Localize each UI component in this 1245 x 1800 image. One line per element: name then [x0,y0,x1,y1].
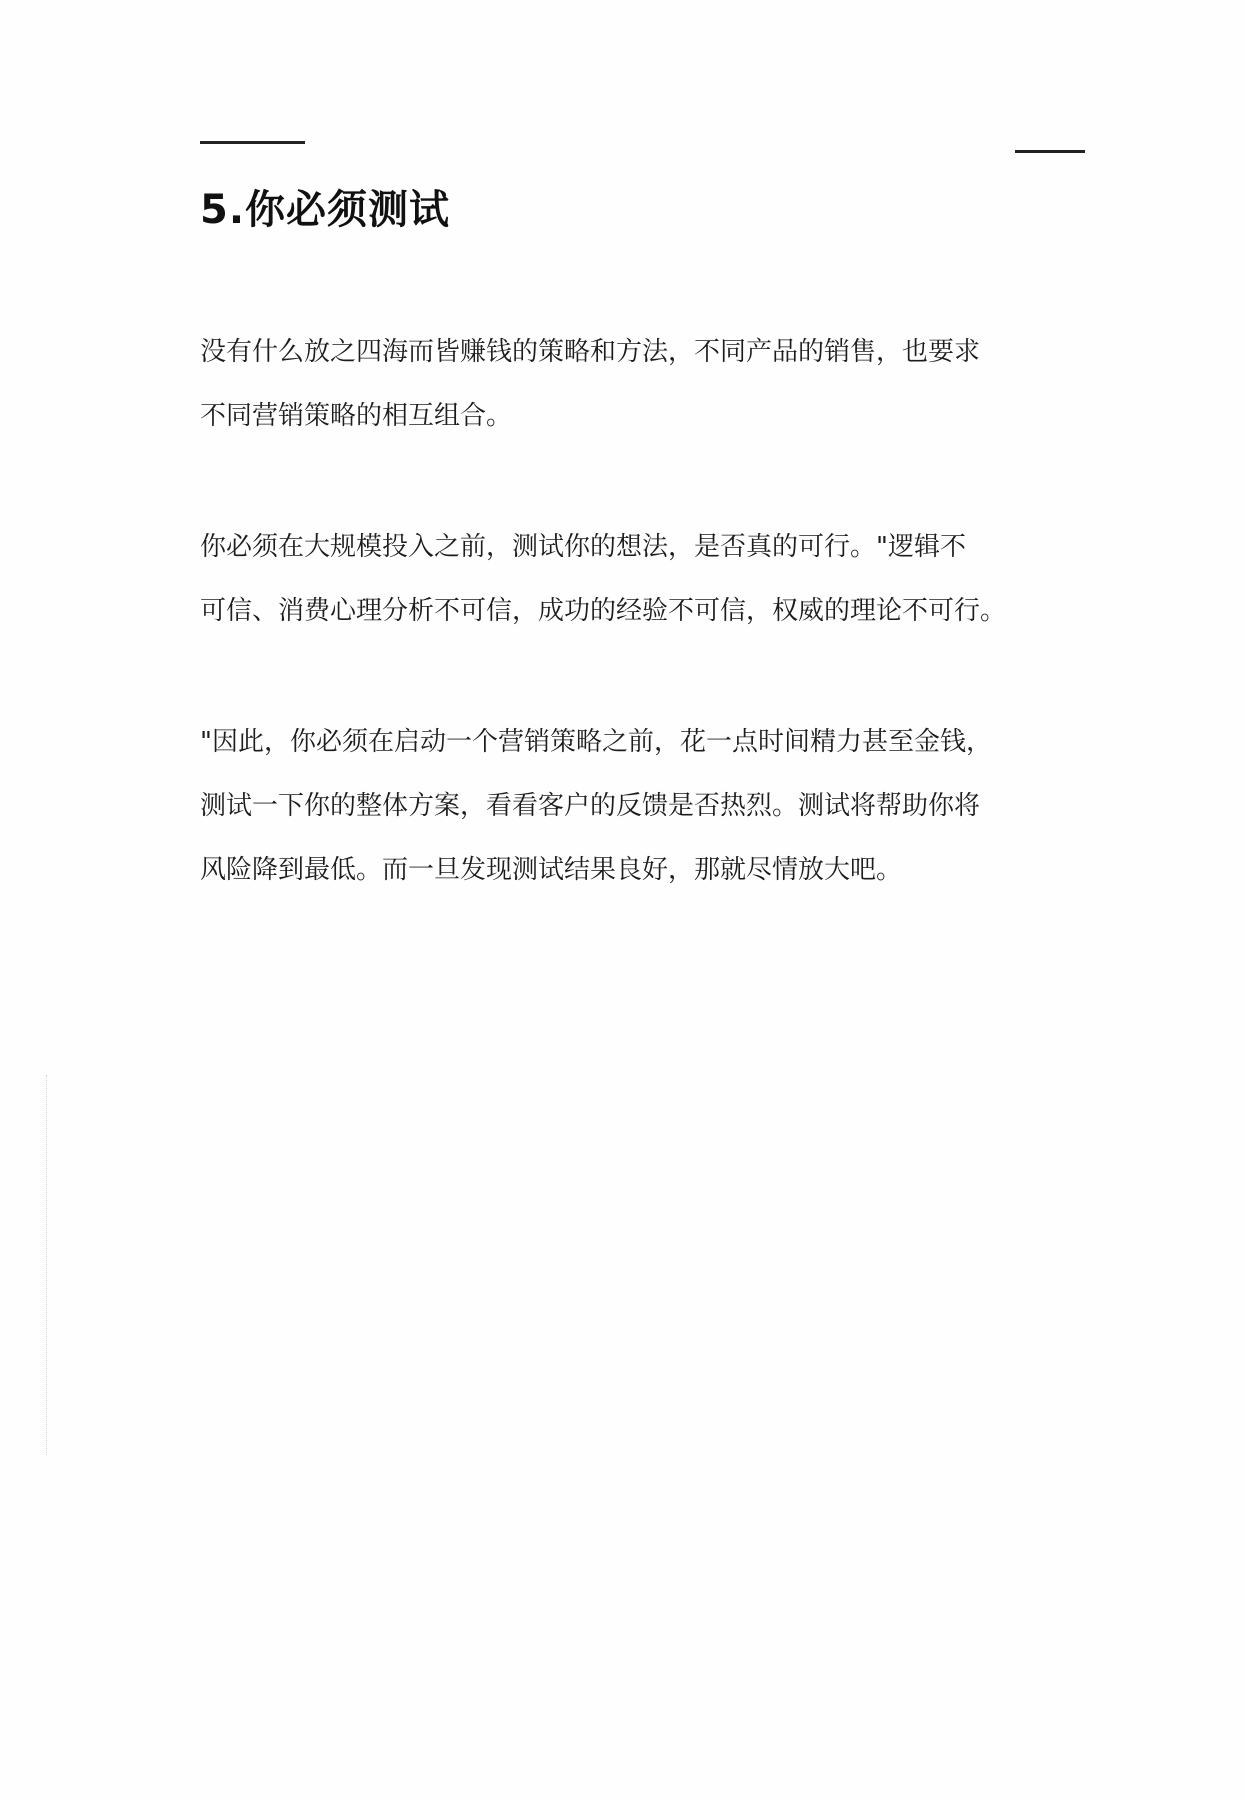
paragraph-line: 可信、消费心理分析不可信，成功的经验不可信，权威的理论不可行。 [200,596,1007,626]
header-rule-right [1015,150,1085,153]
scan-margin-marks [46,1075,49,1455]
paragraph-line: 没有什么放之四海而皆赚钱的策略和方法，不同产品的销售，也要求 [200,337,981,367]
paragraph-1 [200,320,1090,448]
paragraph-line: 不同营销策略的相互组合。 [200,401,513,431]
header-rule-left [200,141,305,144]
paragraph-2 [200,515,1090,643]
paragraph-line: 风险降到最低。而一旦发现测试结果良好，那就尽情放大吧。 [200,855,903,885]
paragraph-3 [200,710,1090,902]
section-title: 5.你必须测试 [200,187,451,233]
paragraph-line: "因此，你必须在启动一个营销策略之前，花一点时间精力甚至金钱， [200,727,992,757]
paragraph-line: 你必须在大规模投入之前，测试你的想法，是否真的可行。"逻辑不 [200,532,966,562]
paragraph-line: 测试一下你的整体方案，看看客户的反馈是否热烈。测试将帮助你将 [200,791,981,821]
